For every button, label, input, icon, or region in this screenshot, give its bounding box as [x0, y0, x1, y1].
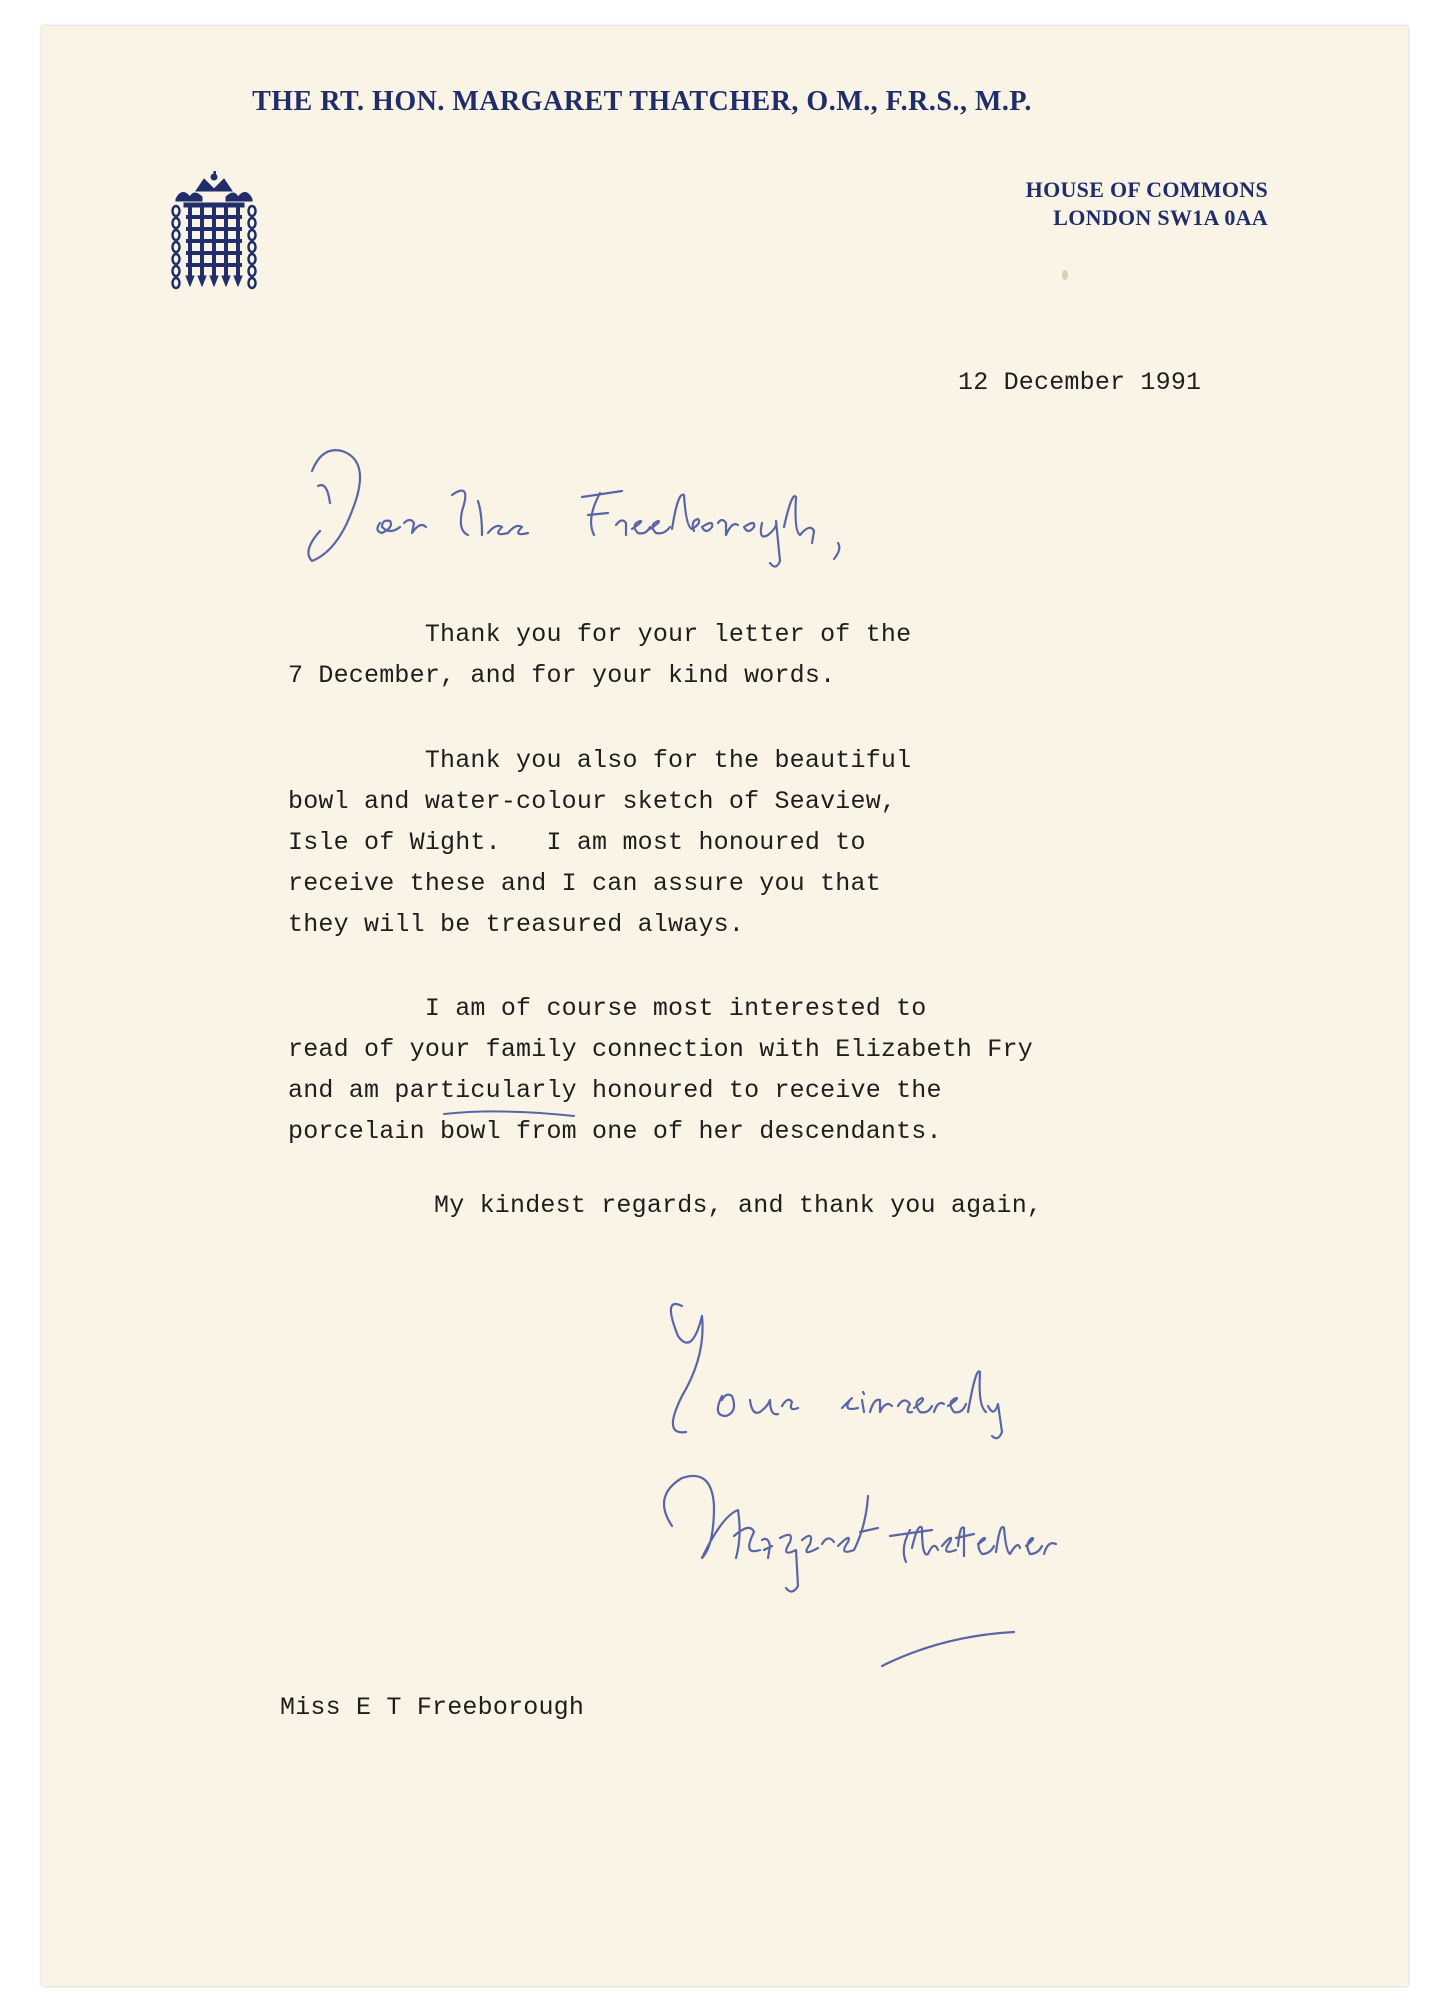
letter-page	[42, 26, 1408, 1986]
paragraph-2-first-line: Thank you also for the beautiful	[288, 746, 912, 775]
paragraph-3	[288, 988, 1033, 1152]
letterhead-name: THE RT. HON. MARGARET THATCHER, O.M., F.R.S., M.P.	[252, 86, 1032, 117]
paragraph-3-first-line: I am of course most interested to	[288, 994, 927, 1023]
paragraph-1-first-line: Thank you for your letter of the	[288, 620, 912, 649]
letterhead-address	[1026, 176, 1268, 232]
portcullis-icon	[164, 171, 264, 301]
paragraph-1-rest: 7 December, and for your kind words.	[288, 661, 836, 690]
paragraph-1	[288, 614, 911, 696]
address-line-2: LONDON SW1A 0AA	[1053, 205, 1268, 230]
closing-line: My kindest regards, and thank you again,	[434, 1191, 1043, 1220]
paragraph-2	[288, 740, 911, 945]
signature-handwriting	[642, 1296, 1162, 1676]
letter-date: 12 December 1991	[958, 368, 1202, 397]
recipient-name: Miss E T Freeborough	[280, 1693, 585, 1722]
paragraph-2-rest: bowl and water-colour sketch of Seaview, Isle of Wight. I am most honoured to receive these and I can assure you that they will be treasured always.	[288, 787, 897, 939]
salutation-handwriting	[282, 431, 882, 581]
paragraph-3-rest: read of your family connection with Elizabeth Fry and am particularly honoured to receive the porcelain bowl from one of her descendants.	[288, 1035, 1033, 1146]
paper-mark	[1062, 270, 1068, 280]
underline-mark	[440, 1106, 580, 1126]
address-line-1: HOUSE OF COMMONS	[1025, 177, 1268, 202]
